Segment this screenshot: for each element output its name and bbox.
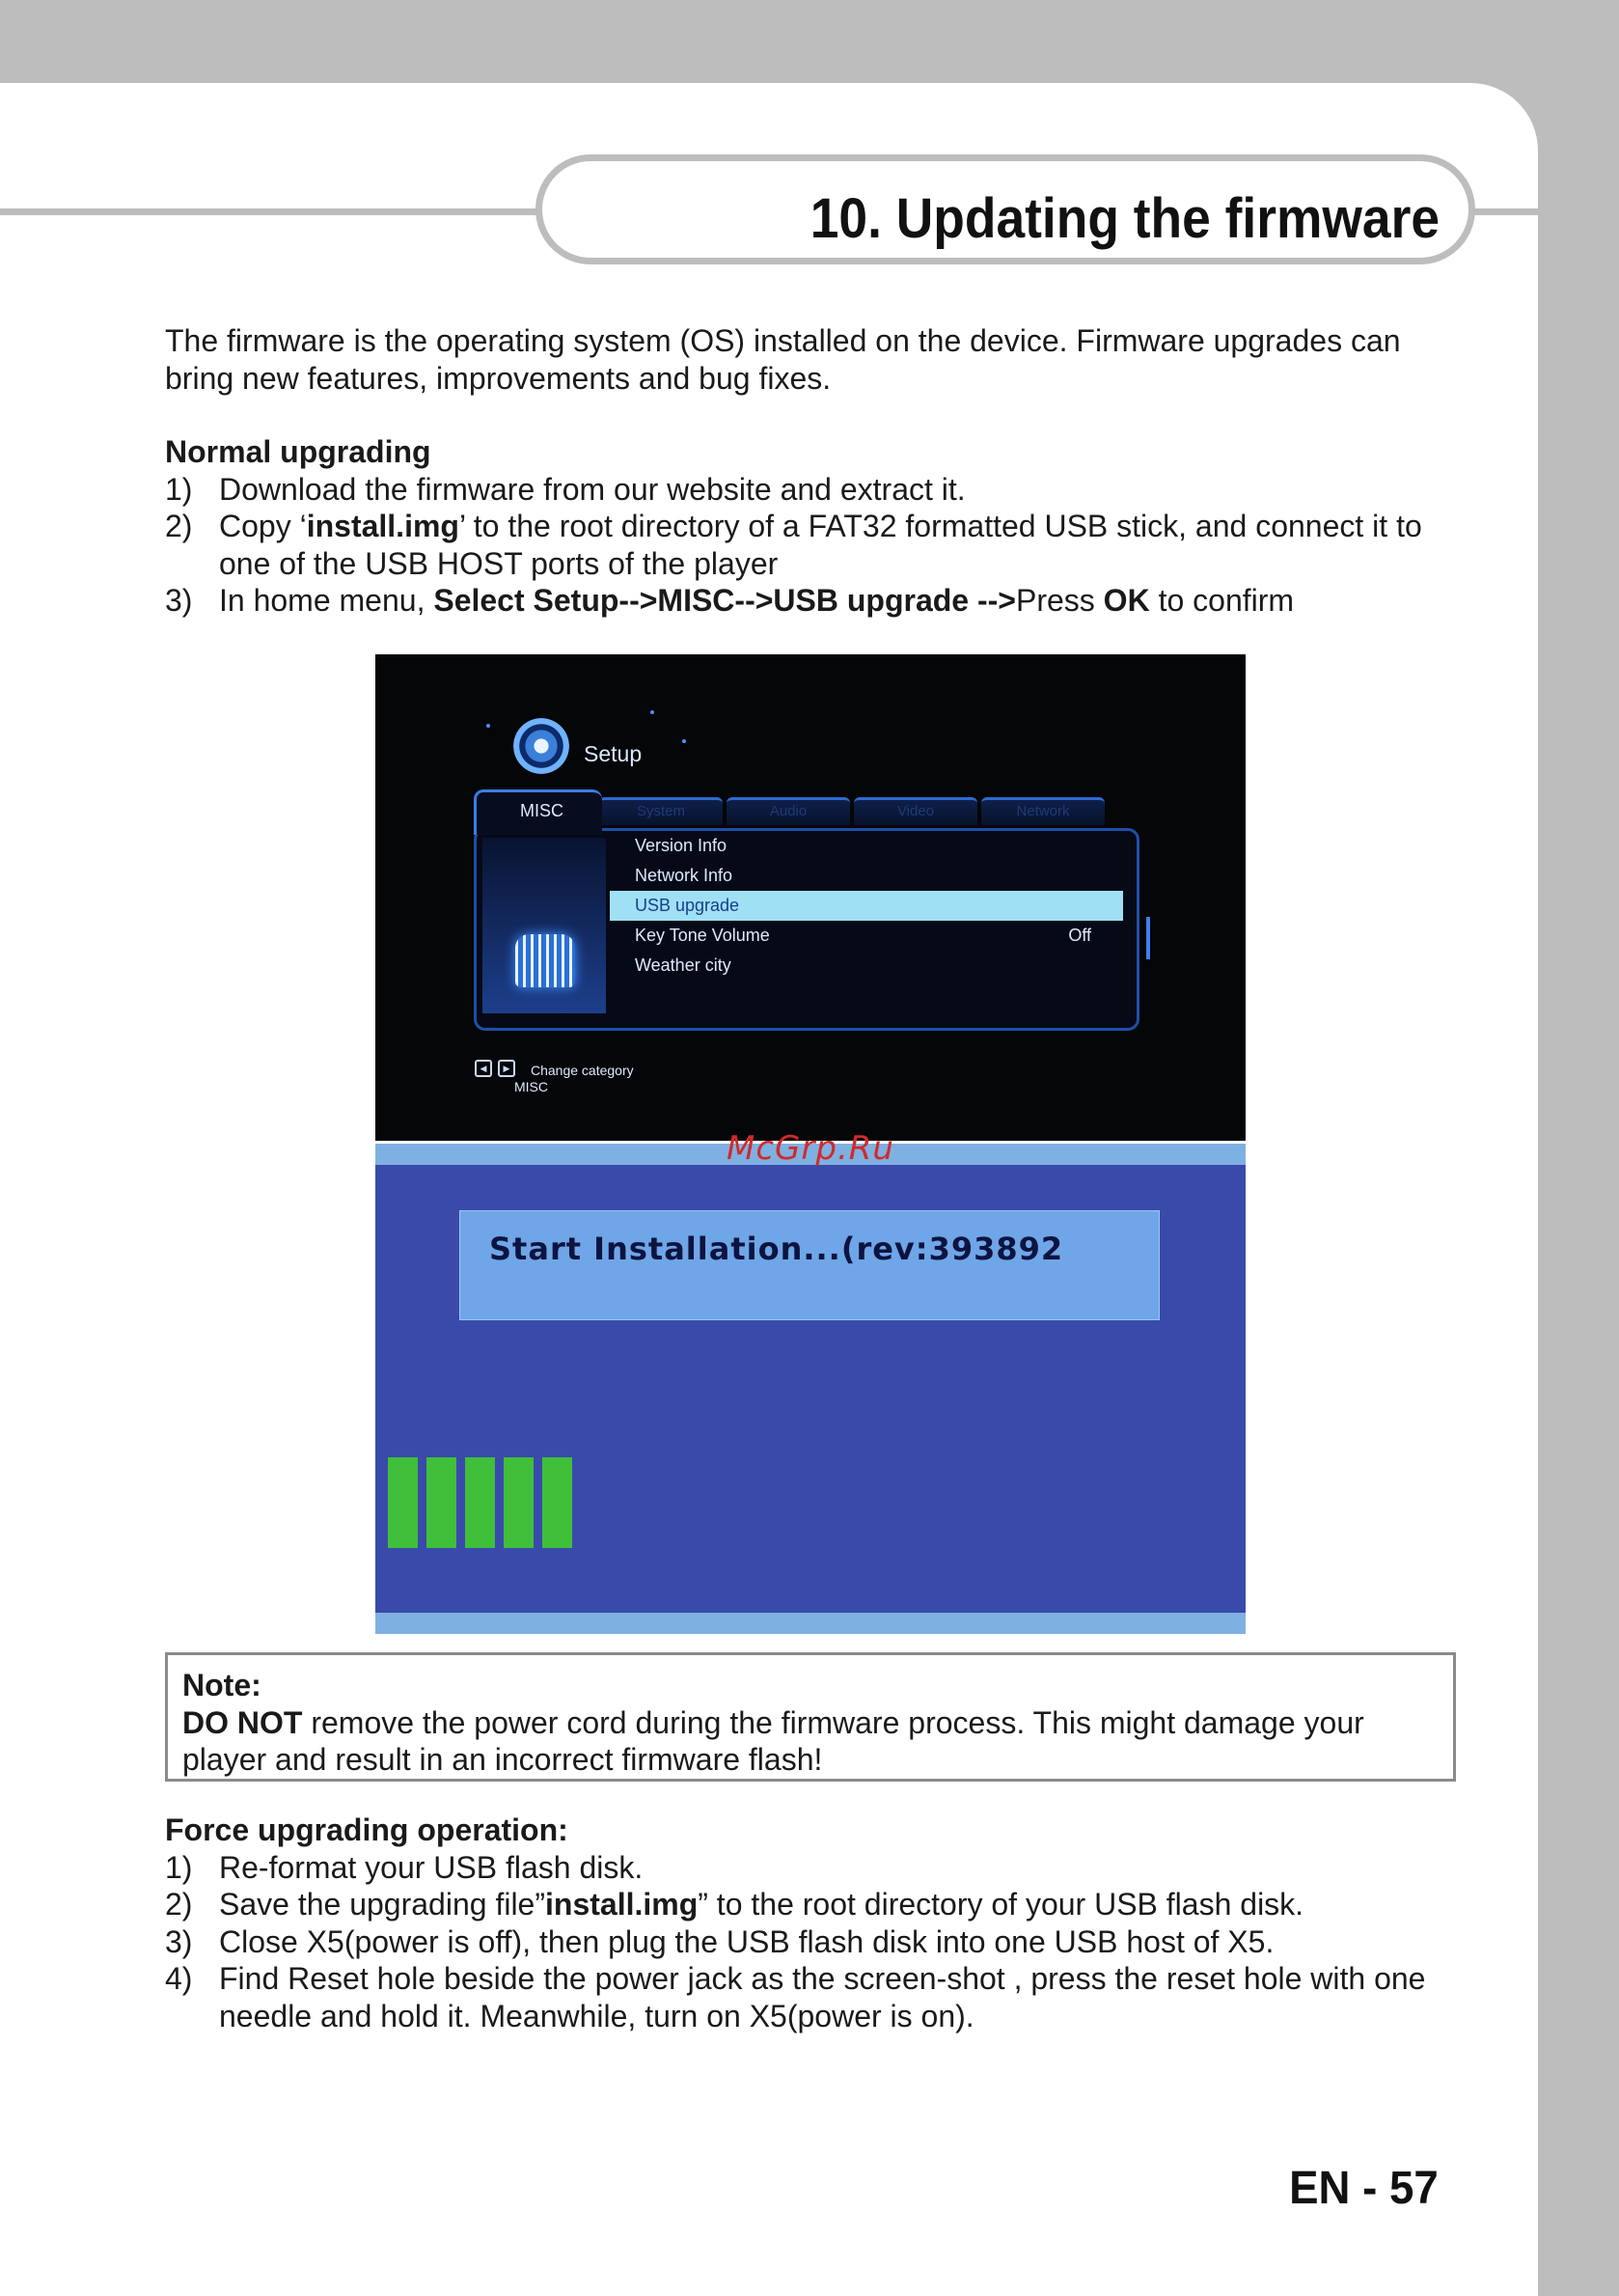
current-category-hint: MISC (514, 1079, 548, 1094)
firmware-screenshot (375, 654, 1246, 1634)
installation-top-band (375, 1144, 1246, 1165)
gear-icon (513, 718, 569, 774)
menu-scrollbar[interactable] (1146, 917, 1150, 959)
normal-step: 1) Download the firmware from our website and extract it. (165, 471, 966, 507)
sparkle (650, 710, 654, 714)
force-step: 3) Close X5(power is off), then plug the USB flash disk into one USB host of X5. (165, 1923, 1275, 1959)
setup-menu-screen (375, 654, 1246, 1141)
menu-item-version-info[interactable]: Version Info (635, 836, 727, 855)
normal-step: 2) Copy ‘install.img’ to the root directory of a FAT32 formatted USB stick, and connect it to one of the USB HOST ports of the player (165, 509, 1422, 581)
tab-video[interactable]: Video (854, 797, 977, 825)
misc-menu-list (610, 831, 1123, 981)
progress-segment (465, 1457, 495, 1548)
tab-network[interactable]: Network (981, 797, 1105, 825)
watermark: McGrp.Ru (727, 1129, 894, 1168)
chapter-title-box (535, 154, 1475, 264)
note-box (165, 1652, 1456, 1782)
menu-item-key-tone-volume[interactable]: Key Tone Volume Off (610, 921, 1123, 951)
tab-misc-label: MISC (520, 801, 563, 820)
key-tone-value: Off (1068, 926, 1091, 945)
menu-item-usb-upgrade[interactable]: USB upgrade (610, 891, 1123, 921)
setup-title: Setup (584, 741, 643, 766)
installation-screen (375, 1144, 1246, 1634)
installation-status-box (459, 1210, 1160, 1320)
normal-upgrading-section (165, 433, 1468, 620)
tab-system[interactable]: System (599, 797, 723, 825)
force-step: 1) Re-format your USB flash disk. (165, 1849, 644, 1885)
tab-audio[interactable]: Audio (727, 797, 850, 825)
progress-segment (426, 1457, 456, 1548)
normal-upgrading-heading: Normal upgrading (165, 434, 431, 469)
progress-segment (388, 1457, 418, 1548)
change-category-hint: Change category (531, 1063, 634, 1078)
hint-arrows (475, 1060, 515, 1077)
menu-item-network-info[interactable]: Network Info (635, 866, 733, 885)
force-upgrading-heading: Force upgrading operation: (165, 1812, 568, 1847)
left-arrow-icon: ◀ (475, 1060, 492, 1077)
normal-step: 3) In home menu, Select Setup-->MISC-->USB upgrade -->Press OK to confirm (165, 583, 1295, 618)
note-text: DO NOT remove the power cord during the firmware process. This might damage your player and result in an incorrect firmware flash! (182, 1704, 1364, 1777)
force-step: 4) Find Reset hole beside the power jack as the screen-shot , press the reset hole with one needle and hold it. Meanwhile, turn on X5(power is on). (165, 1961, 1426, 2033)
right-arrow-icon: ▶ (498, 1060, 515, 1077)
note-label: Note: (182, 1668, 261, 1702)
menu-item-weather-city[interactable]: Weather city (635, 955, 731, 975)
installation-status-text: Start Installation...(rev:393892 (489, 1231, 1064, 1267)
force-upgrading-section (165, 1812, 1468, 2034)
intro-paragraph: The firmware is the operating system (OS) installed on the device. Firmware upgrades can bring new features, improvements and bug fixes. (165, 323, 1401, 396)
toolbox-icon (515, 934, 575, 987)
progress-segment (504, 1457, 534, 1548)
sparkle (682, 739, 686, 743)
force-step: 2) Save the upgrading file”install.img” to the root directory of your USB flash disk. (165, 1887, 1304, 1922)
installation-progress (388, 1457, 572, 1548)
progress-segment (542, 1457, 572, 1548)
page-number: EN - 57 (1289, 2163, 1439, 2214)
installation-bottom-band (375, 1613, 1246, 1634)
chapter-title: 10. Updating the firmware (810, 187, 1440, 250)
sparkle (486, 724, 490, 728)
